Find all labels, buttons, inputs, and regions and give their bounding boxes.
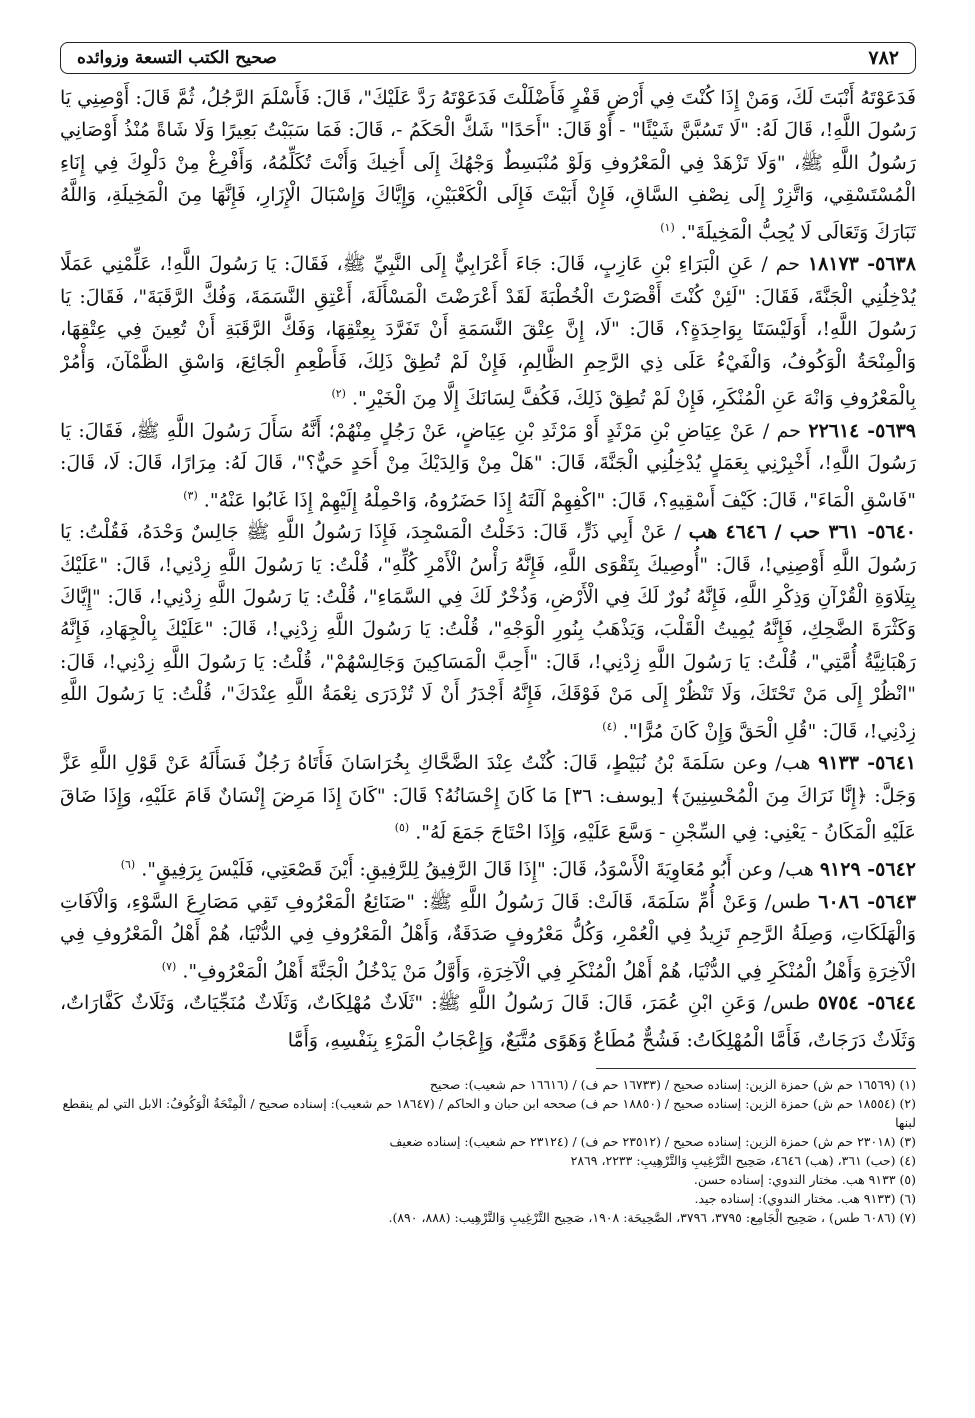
book-title: صحيح الكتب التسعة وزوائده <box>77 48 277 68</box>
hadith-paragraph <box>60 516 916 747</box>
hadith-number: ٥٦٤٠- ٣٦١ حب / ٤٦٤٦ هب <box>688 521 916 544</box>
hadith-text: حم / عَنْ عِيَاضِ بْنِ مَرْثَدٍ أَوْ مَرْثَدِ بْنِ عِيَاضٍ، عَنْ رَجُلٍ مِنْهُمْ؛ أَنَّهُ سَأَلَ رَسُولَ اللَّهِ ﷺ، فَقَالَ: يَا رَسُولَ اللَّهِ!، أَخْبِرْنِي بِعَمَلٍ يُدْخِلُنِي الْجَنَّةَ، قَالَ: "هَلْ مِنْ وَالِدَيْكَ مِنْ أَحَدٍ حَيٌّ؟"، قَالَ لَهُ: مِرَارًا، قَالَ: لَا، قَالَ: "فَاسْقِ الْمَاءَ"، قَالَ: كَيْفَ أَسْقِيهِ؟، قَالَ: "اكْفِهِمْ آلَتَهُ إِذَا حَضَرُوهُ، وَاحْمِلْهُ إِلَيْهِمْ إِذَا غَابُوا عَنْهُ". <box>60 419 916 511</box>
footnote-item: (٥) ٩١٣٣ هب. مختار الندوي: إسناده حسن. <box>693 1172 916 1188</box>
footnote-ref[interactable]: (٣) <box>183 488 198 502</box>
hadith-paragraph <box>60 747 916 849</box>
hadith-paragraph <box>60 886 916 988</box>
footnote-ref[interactable]: (٢) <box>331 386 346 400</box>
hadith-paragraph <box>60 987 916 1056</box>
footnote-ref[interactable]: (٤) <box>602 719 617 733</box>
footnote-ref[interactable]: (٧) <box>161 959 177 973</box>
hadith-paragraph <box>60 82 916 248</box>
footnote-item: (٦) (٩١٣٣ هب. مختار الندوي): إسناده جيد. <box>694 1191 916 1207</box>
footnote-item: (٤) (حب) ٣٦١، (هب) ٤٦٤٦، صَحِيح التَّرْغِيبِ وَالتَّرْهِيبِ: ٢٢٣٣، ٢٨٦٩ <box>570 1153 916 1169</box>
hadith-text: هب/ وعن أَبُو مُعَاوِيَةَ الْأَسْوَدُ، قَالَ: "إِذَا قَالَ الرَّفِيقُ لِلرَّفِيقِ: أَيْنَ قَصْعَتِي، فَلَيْسَ بِرَفِيقٍ". <box>141 858 814 881</box>
hadith-number: ٥٦٤٣- ٦٠٨٦ <box>818 890 916 913</box>
hadith-text: طس/ وَعَنِ ابْنِ عُمَرَ، قَالَ: قَالَ رَسُولُ اللَّهِ ﷺ: "ثَلَاثٌ مُهْلِكَاتٌ، وَثَلَاثٌ مُنَجِّيَاتٌ، وَثَلَاثٌ كَفَّارَاتٌ، وَثَلَاثٌ دَرَجَاتٌ، فَأَمَّا الْمُهْلِكَاتُ: فَشُحٌّ مُطَاعٌ وَهَوًى مُتَّبَعٌ، وَإِعْجَابُ الْمَرْءِ بِنَفْسِهِ، وَأَمَّا <box>60 992 916 1051</box>
footnote-ref[interactable]: (١) <box>660 220 675 234</box>
hadith-text: فَدَعَوْتَهُ أَنْبَتَ لَكَ، وَمَنْ إِذَا كُنْتَ فِي أَرْضٍ قَفْرٍ فَأَضْلَلْتَ فَدَعَوْتَهُ رَدَّ عَلَيْكَ"، قَالَ: فَأَسْلَمَ الرَّجُلُ، ثُمَّ قَالَ: أَوْصِنِي يَا رَسُولَ اللَّهِ!، قَالَ لَهُ: "لَا تَسُبَّنَّ شَيْئًا" - أَوْ قَالَ: "أَحَدًا" شَكَّ الْحَكَمُ -، قَالَ: فَمَا سَبَبْتُ بَعِيرًا وَلَا شَاةً مُنْذُ أَوْصَانِي رَسُولُ اللَّهِ ﷺ، "وَلَا تَزْهَدْ فِي الْمَعْرُوفِ وَلَوْ مُنْبَسِطٌ وَجْهُكَ إِلَى أَخِيكَ وَأَنْتَ تُكَلِّمُهُ، وَأَفْرِغْ مِنْ دَلْوِكَ فِي إِنَاءِ الْمُسْتَسْقِي، وَاتَّزِرْ إِلَى نِصْفِ السَّاقِ، فَإِنْ أَبَيْتَ فَإِلَى الْكَعْبَيْنِ، وَإِيَّاكَ وَإِسْبَالَ الْإِزَارِ، فَإِنَّهَا مِنَ الْمَخِيلَةِ، وَاللَّهُ تَبَارَكَ وَتَعَالَى لَا يُحِبُّ الْمَخِيلَةَ". <box>60 87 916 243</box>
hadith-number: ٥٦٤٢- ٩١٢٩ <box>819 858 916 881</box>
page <box>60 42 916 1392</box>
page-header <box>60 42 916 74</box>
hadith-number: ٥٦٤٤- ٥٧٥٤ <box>817 992 916 1015</box>
hadith-text: هب/ وعن سَلَمَةَ بْنُ نُبَيْطٍ، قَالَ: كُنْتُ عِنْدَ الضَّحَّاكِ بِخُرَاسَانَ فَأَتَاهُ رَجُلٌ فَسَأَلَهُ عَنْ قَوْلِ اللَّهِ عَزَّ وَجَلَّ: ﴿إِنَّا نَرَاكَ مِنَ الْمُحْسِنِينَ﴾ [يوسف: ٣٦] مَا كَانَ إِحْسَانُهُ؟ قَالَ: "كَانَ إِذَا مَرِضَ إِنْسَانٌ قَامَ عَلَيْهِ، وَإِذَا ضَاقَ عَلَيْهِ الْمَكَانُ - يَعْنِي: فِي السِّجْنِ - وَسَّعَ عَلَيْهِ، وَإِذَا احْتَاجَ جَمَعَ لَهُ". <box>60 752 916 844</box>
main-text <box>60 82 916 1056</box>
hadith-number: ٥٦٣٩- ٢٢٦١٤ <box>808 419 916 442</box>
footnote-ref[interactable]: (٦) <box>120 857 136 871</box>
hadith-number: ٥٦٣٨- ١٨١٧٣ <box>807 253 916 276</box>
hadith-text: حم / عَنِ الْبَرَاءِ بْنِ عَازِبٍ، قَالَ: جَاءَ أَعْرَابِيٌّ إِلَى النَّبِيِّ ﷺ، فَقَالَ: يَا رَسُولَ اللَّهِ!، عَلِّمْنِي عَمَلًا يُدْخِلُنِي الْجَنَّةَ، فَقَالَ: "لَئِنْ كُنْتَ أَقْصَرْتَ الْخُطْبَةَ لَقَدْ أَعْرَضْتَ الْمَسْأَلَةَ، أَعْتِقِ النَّسَمَةَ، وَفُكَّ الرَّقَبَةَ"، فَقَالَ: يَا رَسُولَ اللَّهِ!، أَوَلَيْسَتَا بِوَاحِدَةٍ؟، قَالَ: "لَا، إِنَّ عِتْقَ النَّسَمَةِ أَنْ تَفَرَّدَ بِعِتْقِهَا، وَفَكَّ الرَّقَبَةِ أَنْ تُعِينَ فِي عِتْقِهَا، وَالْمِنْحَةُ الْوَكُوفُ، وَالْفَيْءُ عَلَى ذِي الرَّحِمِ الظَّالِمِ، فَإِنْ لَمْ تُطِقْ ذَلِكَ، فَأَطْعِمِ الْجَائِعَ، وَاسْقِ الظَّمْآنَ، وَأْمُرْ بِالْمَعْرُوفِ وَانْهَ عَنِ الْمُنْكَرِ، فَإِنْ لَمْ تُطِقْ ذَلِكَ، فَكُفَّ لِسَانَكَ إِلَّا مِنَ الْخَيْرِ". <box>60 253 916 410</box>
hadith-paragraph <box>60 248 916 414</box>
footnote-ref[interactable]: (٥) <box>394 821 410 835</box>
footnote-item: (٣) (٢٣٠١٨ حم ش) حمزة الزين: إسناده صحيح / (٢٣٥١٢ حم ف) / (٢٣١٢٤ حم شعيب): إسناده ضعيف <box>389 1134 916 1150</box>
hadith-text: طس/ وَعَنْ أُمِّ سَلَمَةَ، قَالَتْ: قَالَ رَسُولُ اللَّهِ ﷺ: "صَنَائِعُ الْمَعْرُوفِ تَقِي مَصَارِعَ السَّوْءِ، وَالْآفَاتِ وَالْهَلَكَاتِ، وَصِلَةُ الرَّحِمِ تَزِيدُ فِي الْعُمْرِ، وَكُلُّ مَعْرُوفٍ صَدَقَةٌ، وَأَهْلُ الْمَعْرُوفِ فِي الدُّنْيَا، هُمْ أَهْلُ الْمَعْرُوفِ فِي الْآخِرَةِ وَأَهْلُ الْمُنْكَرِ فِي الدُّنْيَا، هُمْ أَهْلُ الْمُنْكَرِ فِي الْآخِرَةِ، وَأَوَّلُ مَنْ يَدْخُلُ الْجَنَّةَ أَهْلُ الْمَعْرُوفِ". <box>60 890 916 982</box>
hadith-number: ٥٦٤١- ٩١٣٣ <box>818 752 916 775</box>
page-number: ٧٨٢ <box>868 47 899 69</box>
hadith-paragraph <box>60 849 916 886</box>
footnote-item: (٢) (١٨٥٥٤ حم ش) حمزة الزين: إسناده صحيح / (١٨٨٥٠ حم ف) صححه ابن حبان و الحاكم / (١٨٦٤٧ حم شعيب): إسناده صحيح / الْمِنْحَةُ الْوَكُوفُ: الابل التي لم ينقطع لبنها <box>62 1096 916 1131</box>
hadith-text: / عَنْ أَبِي ذَرٍّ، قَالَ: دَخَلْتُ الْمَسْجِدَ، فَإِذَا رَسُولُ اللَّهِ ﷺ جَالِسٌ وَحْدَهُ، فَقُلْتُ: يَا رَسُولَ اللَّهِ أَوْصِنِي!، قَالَ: "أُوصِيكَ بِتَقْوَى اللَّهِ، فَإِنَّهُ رَأْسُ الْأَمْرِ كُلِّهِ"، قُلْتُ: يَا رَسُولَ اللَّهِ زِدْنِي!، قَالَ: "عَلَيْكَ بِتِلَاوَةِ الْقُرْآنِ وَذِكْرِ اللَّهِ، فَإِنَّهُ نُورٌ لَكَ فِي الْأَرْضِ، وَذُخْرٌ لَكَ فِي السَّمَاءِ"، قُلْتُ: يَا رَسُولَ اللَّهِ زِدْنِي!، قَالَ: "إِيَّاكَ وَكَثْرَةَ الضَّحِكِ، فَإِنَّهُ يُمِيتُ الْقَلْبَ، وَيَذْهَبُ بِنُورِ الْوَجْهِ"، قُلْتُ: يَا رَسُولَ اللَّهِ زِدْنِي!، قَالَ: "عَلَيْكَ بِالْجِهَادِ، فَإِنَّهُ رَهْبَانِيَّةُ أُمَّتِي"، قُلْتُ: يَا رَسُولَ اللَّهِ زِدْنِي!، قَالَ: "أَحِبَّ الْمَسَاكِينَ وَجَالِسْهُمْ"، قُلْتُ: يَا رَسُولَ اللَّهِ زِدْنِي!، قَالَ: "انْظُرْ إِلَى مَنْ تَحْتَكَ، وَلَا تَنْظُرْ إِلَى مَنْ فَوْقَكَ، فَإِنَّهُ أَجْدَرُ أَنْ لَا تُزْدَرَى نِعْمَةُ اللَّهِ عِنْدَكَ"، قُلْتُ: يَا رَسُولَ اللَّهِ زِدْنِي!، قَالَ: "قُلِ الْحَقَّ وَإِنْ كَانَ مُرًّا". <box>60 521 916 743</box>
footnote-item: (٧) (٦٠٨٦ طس) ، صَحِيح الْجَامِع: ٣٧٩٥، ٣٧٩٦، الصَّحِيحَة: ١٩٠٨، صَحِيح التَّرْغِيبِ وَالتَّرْهِيب: (٨٨٨، ٨٩٠). <box>388 1210 916 1226</box>
footnote-item: (١) (١٦٥٦٩ حم ش) حمزة الزين: إسناده صحيح / (١٦٧٣٣ حم ف) / (١٦٦١٦ حم شعيب): صحيح <box>429 1077 916 1093</box>
footnotes <box>60 1075 916 1227</box>
footnote-divider <box>596 1068 916 1069</box>
hadith-paragraph <box>60 415 916 517</box>
